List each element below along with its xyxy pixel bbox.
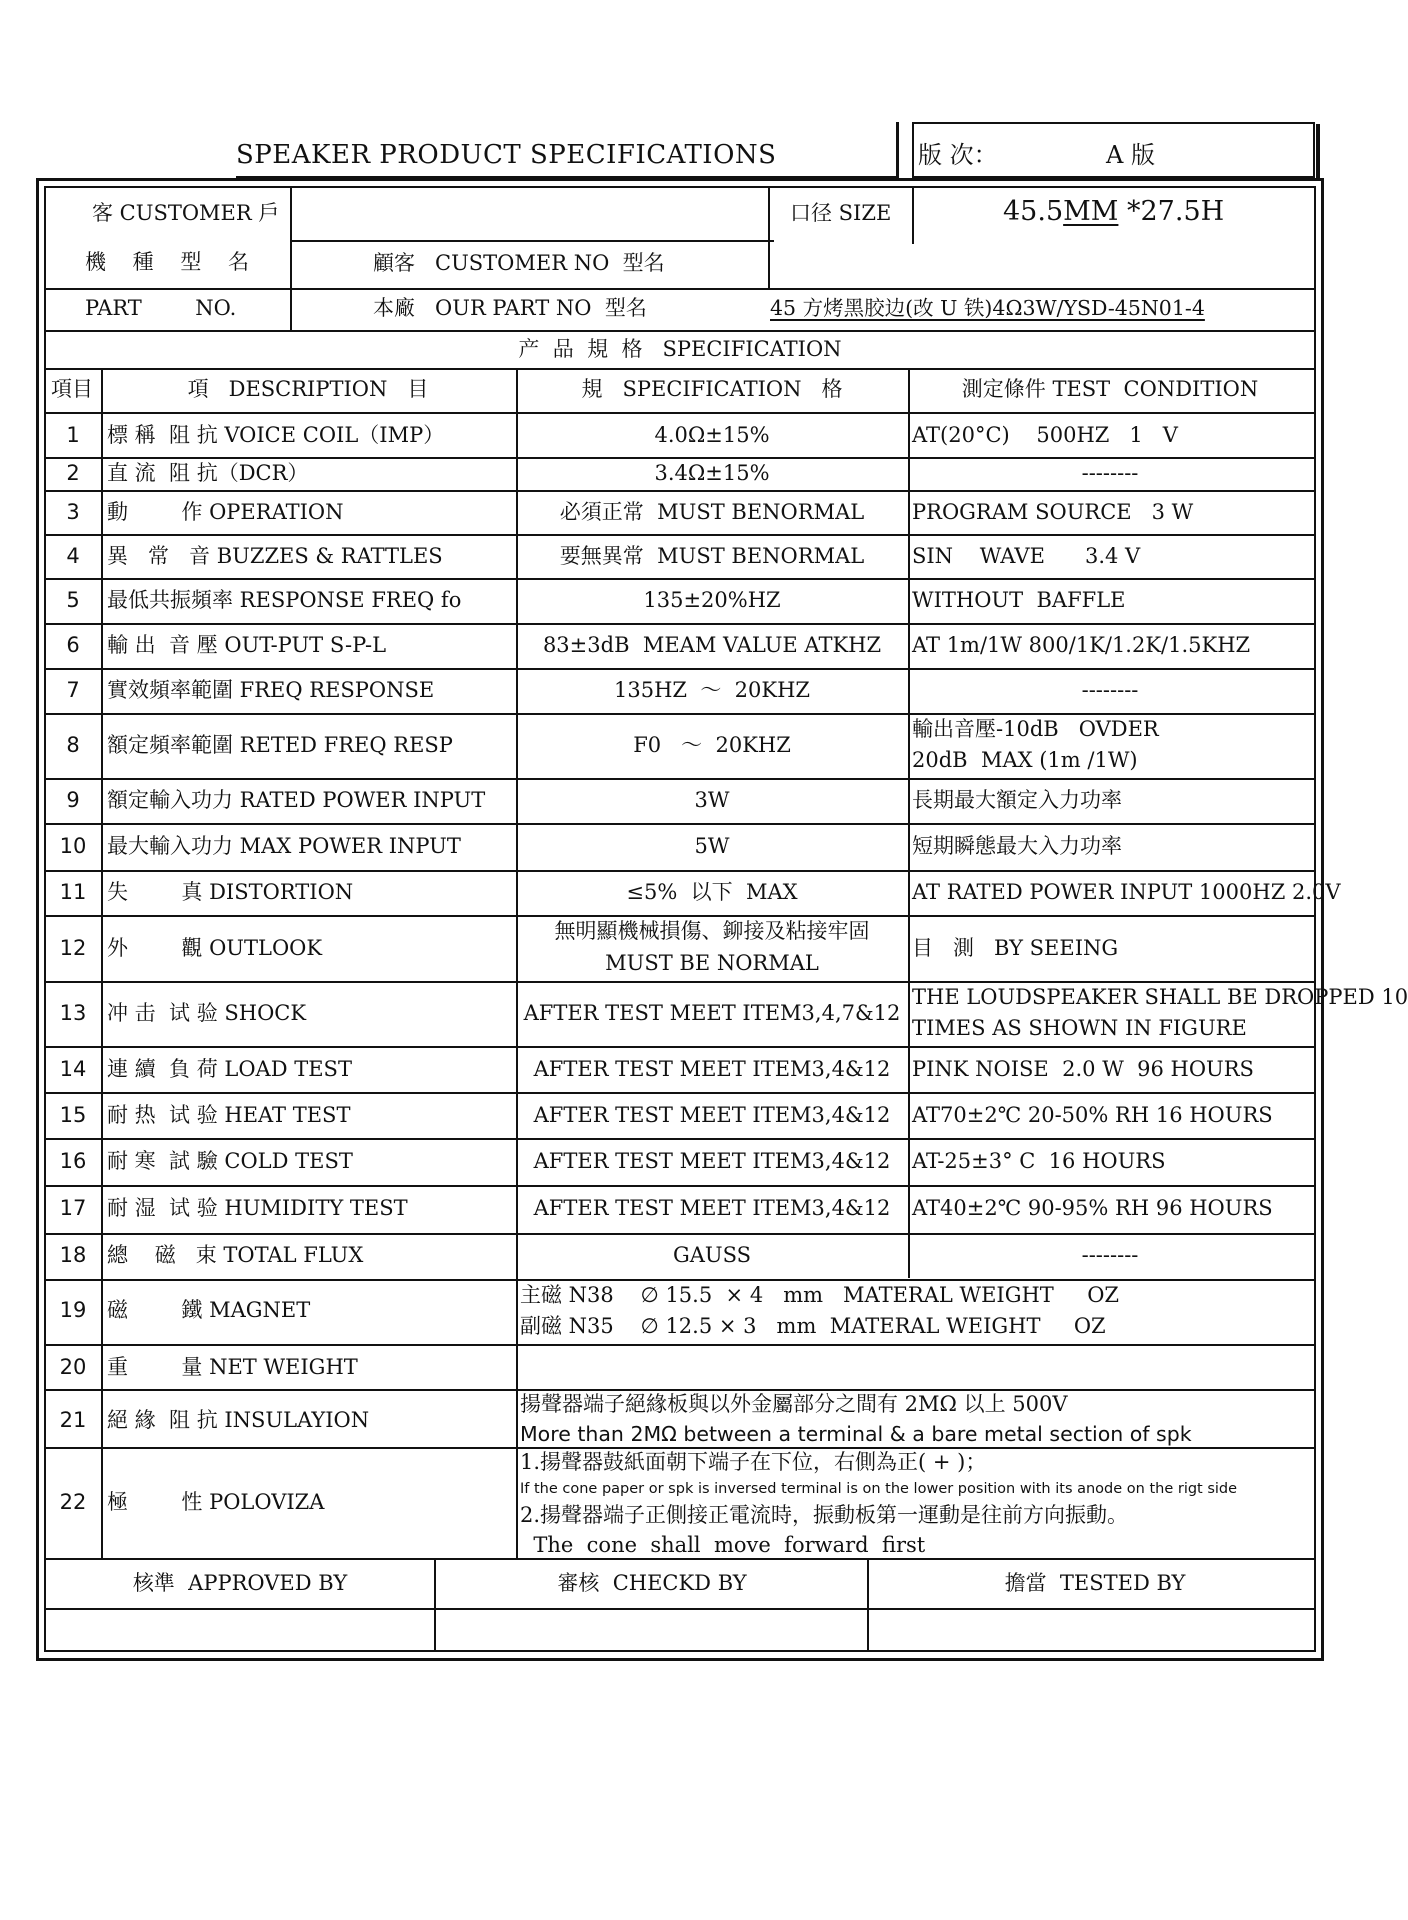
customer-no-label: 顧客 CUSTOMER NO 型名	[373, 251, 665, 275]
row-description: 實效頻率範圍 FREQ RESPONSE	[107, 678, 435, 702]
row-specification-line4: The cone shall move forward first	[520, 1533, 926, 1557]
row-description: 動 作 OPERATION	[107, 500, 344, 524]
row-specification: 5W	[694, 834, 730, 858]
row-description: 絕 緣 阻 抗 INSULAYION	[107, 1408, 370, 1432]
row-number: 16	[59, 1149, 87, 1173]
size-label: 口径 SIZE	[790, 201, 892, 225]
row-description: 異 常 音 BUZZES & RATTLES	[107, 544, 443, 568]
approved-by-label: 核準 APPROVED BY	[132, 1571, 348, 1595]
row-number: 20	[59, 1355, 87, 1379]
row-condition: AT-25±3° C 16 HOURS	[912, 1149, 1166, 1173]
row-specification: 3.4Ω±15%	[654, 461, 770, 485]
row-condition: AT(20°C) 500HZ 1 V	[912, 423, 1178, 447]
row-condition: THE LOUDSPEAKER SHALL BE DROPPED 10	[912, 985, 1408, 1009]
row-description: 最大輸入功力 MAX POWER INPUT	[107, 834, 461, 858]
row-condition: 短期瞬態最大入力功率	[912, 834, 1122, 858]
row-number: 3	[66, 500, 80, 524]
size-value	[1003, 196, 1224, 228]
row-description: 總 磁 束 TOTAL FLUX	[107, 1243, 364, 1267]
row-description: 磁 鐵 MAGNET	[107, 1298, 311, 1322]
part-label: PART NO.	[85, 296, 237, 320]
col-header-item: 項目	[51, 377, 93, 401]
row-specification: 主磁 N38 ∅ 15.5 × 4 mm MATERAL WEIGHT OZ	[520, 1283, 1120, 1307]
row-number: 15	[59, 1103, 87, 1127]
row-condition: AT RATED POWER INPUT 1000HZ 2.0V	[912, 880, 1341, 904]
row-condition: PROGRAM SOURCE 3 W	[912, 500, 1194, 524]
row-condition-line2: TIMES AS SHOWN IN FIGURE	[912, 1016, 1247, 1040]
row-number: 18	[59, 1243, 87, 1267]
row-number: 1	[66, 423, 80, 447]
spec-section-header: 产 品 規 格 SPECIFICATION	[518, 337, 842, 361]
row-description: 外 觀 OUTLOOK	[107, 936, 323, 960]
our-part-value: 45 方烤黑胶边(改 U 铁)4Ω3W/YSD-45N01-4	[770, 296, 1205, 320]
row-specification: F0 ～ 20KHZ	[633, 733, 791, 757]
row-specification: AFTER TEST MEET ITEM3,4,7&12	[523, 1001, 901, 1025]
version-label: 版 次：	[918, 141, 998, 169]
row-number: 21	[59, 1408, 87, 1432]
row-description: 輸 出 音 壓 OUT-PUT S-P-L	[107, 633, 387, 657]
row-description: 失 真 DISTORTION	[107, 880, 354, 904]
row-specification-line2: More than 2MΩ between a terminal & a bare metal section of spk	[520, 1422, 1192, 1446]
row-specification: 揚聲器端子絕緣板與以外金屬部分之間有 2MΩ 以上 500V	[520, 1392, 1068, 1416]
row-description: 耐 热 试 验 HEAT TEST	[107, 1103, 351, 1127]
row-condition: --------	[1081, 1243, 1139, 1267]
row-specification: 4.0Ω±15%	[654, 423, 770, 447]
row-description: 冲 击 试 验 SHOCK	[107, 1001, 307, 1025]
row-condition: AT 1m/1W 800/1K/1.2K/1.5KHZ	[912, 633, 1251, 657]
row-number: 4	[66, 544, 80, 568]
col-header-condition: 測定條件 TEST CONDITION	[961, 377, 1259, 401]
row-specification: ≤5% 以下 MAX	[626, 880, 798, 904]
row-condition: SIN WAVE 3.4 V	[912, 544, 1141, 568]
row-number: 10	[59, 834, 87, 858]
row-specification-line2: If the cone paper or spk is inversed terminal is on the lower position with its anode on the rigt side	[520, 1481, 1238, 1497]
row-number: 17	[59, 1196, 87, 1220]
row-description: 最低共振頻率 RESPONSE FREQ fo	[107, 588, 462, 612]
row-number: 11	[59, 880, 87, 904]
row-number: 5	[66, 588, 80, 612]
row-specification: 無明顯機械損傷、鉚接及粘接牢固	[554, 919, 870, 943]
row-specification-line2: MUST BE NORMAL	[605, 951, 819, 975]
size-value-b: *27.5H	[1118, 196, 1225, 227]
row-number: 8	[66, 733, 80, 757]
row-description: 極 性 POLOVIZA	[107, 1490, 325, 1514]
row-specification: AFTER TEST MEET ITEM3,4&12	[533, 1057, 891, 1081]
row-number: 7	[66, 678, 80, 702]
row-condition: AT70±2℃ 20-50% RH 16 HOURS	[912, 1103, 1273, 1127]
row-number: 2	[66, 461, 80, 485]
row-number: 13	[59, 1001, 87, 1025]
row-specification-line3: 2.揚聲器端子正側接正電流時，振動板第一運動是往前方向振動。	[520, 1503, 1129, 1527]
col-header-description: 項 DESCRIPTION 目	[187, 377, 429, 401]
row-specification: 必須正常 MUST BENORMAL	[559, 500, 865, 524]
row-description: 耐 寒 試 驗 COLD TEST	[107, 1149, 353, 1173]
customer-label: 客 CUSTOMER 戶	[92, 201, 280, 225]
row-specification: AFTER TEST MEET ITEM3,4&12	[533, 1196, 891, 1220]
row-description: 連 續 負 荷 LOAD TEST	[107, 1057, 352, 1081]
row-number: 22	[59, 1490, 87, 1514]
row-condition: --------	[1081, 461, 1139, 485]
row-description: 標 稱 阻 抗 VOICE COIL（IMP）	[107, 423, 445, 447]
row-number: 12	[59, 936, 87, 960]
row-condition: AT40±2℃ 90-95% RH 96 HOURS	[912, 1196, 1273, 1220]
model-label: 機 種 型 名	[85, 250, 260, 274]
row-condition: PINK NOISE 2.0 W 96 HOURS	[912, 1057, 1254, 1081]
row-condition: 長期最大額定入力功率	[912, 788, 1122, 812]
version-value: A 版	[1106, 141, 1155, 169]
row-number: 14	[59, 1057, 87, 1081]
row-description: 額定頻率範圍 RETED FREQ RESP	[107, 733, 453, 757]
row-condition: 目 測 BY SEEING	[912, 936, 1119, 960]
row-specification-line2: 副磁 N35 ∅ 12.5 × 3 mm MATERAL WEIGHT OZ	[520, 1314, 1106, 1338]
row-specification: 83±3dB MEAM VALUE ATKHZ	[542, 633, 882, 657]
row-description: 直 流 阻 抗（DCR）	[107, 461, 309, 485]
row-description: 耐 湿 试 验 HUMIDITY TEST	[107, 1196, 408, 1220]
size-value-unit: MM	[1063, 196, 1119, 227]
row-condition: WITHOUT BAFFLE	[912, 588, 1126, 612]
row-specification: 135±20%HZ	[643, 588, 781, 612]
col-header-specification: 規 SPECIFICATION 格	[581, 377, 843, 401]
our-part-label: 本廠 OUR PART NO 型名	[373, 296, 647, 320]
row-number: 19	[59, 1298, 87, 1322]
row-specification: GAUSS	[672, 1243, 752, 1267]
row-condition: --------	[1081, 678, 1139, 702]
row-condition-line2: 20dB MAX (1m /1W)	[912, 748, 1138, 772]
row-specification: 135HZ ～ 20KHZ	[613, 678, 811, 702]
row-number: 9	[66, 788, 80, 812]
document-title: SPEAKER PRODUCT SPECIFICATIONS	[236, 140, 777, 170]
row-description: 額定輸入功力 RATED POWER INPUT	[107, 788, 486, 812]
row-condition: 輸出音壓-10dB OVDER	[912, 717, 1159, 741]
row-specification: 要無異常 MUST BENORMAL	[559, 544, 865, 568]
title-divider	[896, 122, 899, 179]
checked-by-label: 審核 CHECKD BY	[557, 1571, 747, 1595]
row-specification: 1.揚聲器鼓紙面朝下端子在下位，右側為正( + )；	[520, 1450, 987, 1474]
version-box-shadow	[1316, 124, 1320, 180]
row-specification: AFTER TEST MEET ITEM3,4&12	[533, 1149, 891, 1173]
row-description: 重 量 NET WEIGHT	[107, 1355, 358, 1379]
row-number: 6	[66, 633, 80, 657]
size-value-a: 45.5	[1003, 196, 1064, 227]
row-specification: 3W	[694, 788, 730, 812]
row-specification: AFTER TEST MEET ITEM3,4&12	[533, 1103, 891, 1127]
tested-by-label: 擔當 TESTED BY	[1004, 1571, 1186, 1595]
